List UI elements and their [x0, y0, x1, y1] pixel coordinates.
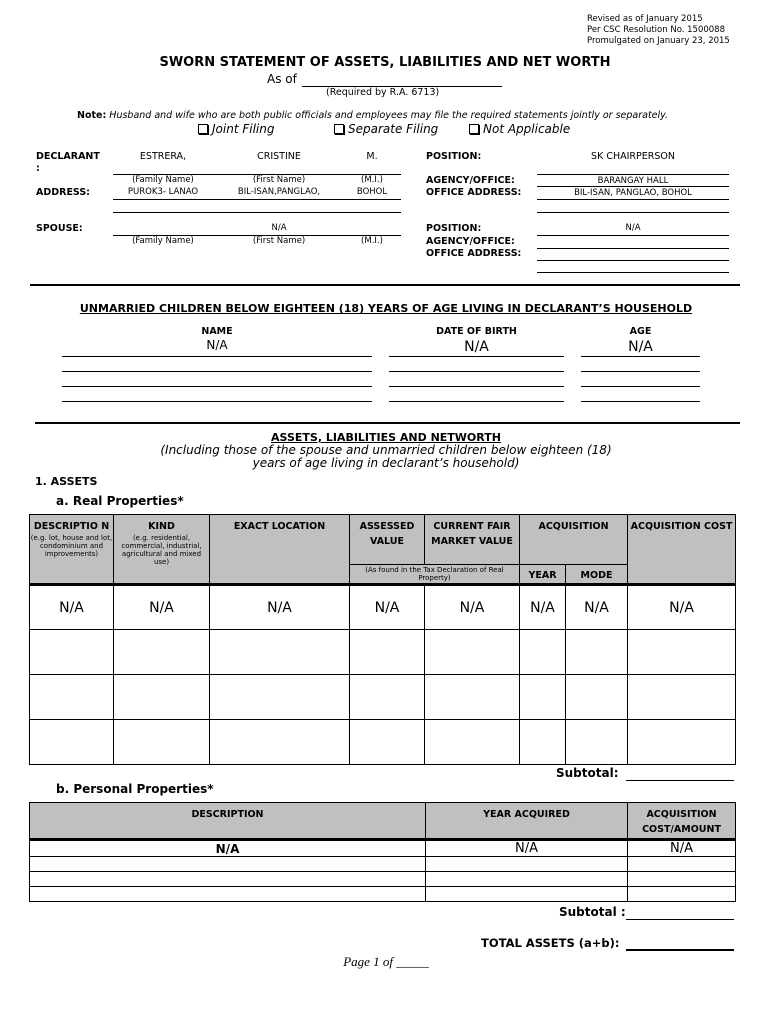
personal-description-cell[interactable]: N/A — [30, 840, 426, 857]
child-row-line — [581, 356, 700, 357]
real-properties-heading: a. Real Properties* — [56, 494, 184, 508]
col-mode: MODE — [566, 565, 628, 585]
table-row — [30, 887, 736, 902]
col-kind: KIND (e.g. residential, commercial, industrial, agricultural and mixed use) — [114, 515, 210, 585]
child-row-line[interactable] — [581, 386, 700, 387]
child-age[interactable]: N/A — [628, 339, 653, 355]
position-line — [537, 174, 729, 175]
child-row-line[interactable] — [581, 401, 700, 402]
spouse-position-line — [537, 235, 729, 236]
real-properties-table — [29, 514, 736, 765]
spouse-position-label: POSITION: — [426, 223, 482, 234]
declarant-label: DECLARANT : — [36, 151, 100, 174]
checkbox-icon — [469, 124, 479, 134]
alnw-subtitle-1: (Including those of the spouse and unmarried children below eighteen (18) — [160, 443, 612, 457]
sub-mi: (M.I.) — [361, 175, 383, 185]
spouse-sub-family: (Family Name) — [132, 236, 194, 246]
spouse-position-value[interactable]: N/A — [625, 223, 641, 233]
sub-family-name: (Family Name) — [132, 175, 194, 185]
spouse-agency-label: AGENCY/OFFICE: — [426, 236, 515, 247]
col-acquisition-cost: ACQUISITION COST — [628, 515, 736, 585]
table-row — [30, 857, 736, 872]
address-line-2 — [113, 212, 401, 213]
tax-declaration-note: (As found in the Tax Declaration of Real Property) — [350, 565, 520, 585]
total-assets-line[interactable] — [626, 949, 734, 951]
real-location-cell[interactable]: N/A — [210, 585, 350, 630]
child-row-line[interactable] — [62, 371, 372, 372]
joint-filing-option[interactable]: Joint Filing — [198, 122, 274, 136]
table-row — [30, 675, 736, 720]
agency-label: AGENCY/OFFICE: — [426, 175, 515, 186]
real-cost-cell[interactable]: N/A — [628, 585, 736, 630]
real-kind-cell[interactable]: N/A — [114, 585, 210, 630]
address-label: ADDRESS: — [36, 187, 90, 198]
sub-first-name: (First Name) — [252, 175, 306, 185]
spouse-sub-first: (First Name) — [252, 236, 306, 246]
spouse-office-address-line-1[interactable] — [537, 260, 729, 261]
separate-filing-option[interactable]: Separate Filing — [334, 122, 438, 136]
checkbox-icon — [198, 124, 208, 134]
alnw-subtitle-2: years of age living in declarant’s household) — [252, 456, 520, 470]
child-row-line[interactable] — [62, 401, 372, 402]
required-note: (Required by R.A. 6713) — [326, 87, 440, 98]
children-col-dob: DATE OF BIRTH — [436, 326, 517, 337]
office-address-value[interactable]: BIL-ISAN, PANGLAO, BOHOL — [574, 188, 692, 198]
personal-properties-heading: b. Personal Properties* — [56, 782, 214, 796]
col-year-acquired: YEAR ACQUIRED — [426, 803, 628, 840]
real-assessed-cell[interactable]: N/A — [350, 585, 425, 630]
declarant-mi[interactable]: M. — [366, 151, 378, 162]
real-year-cell[interactable]: N/A — [520, 585, 566, 630]
personal-cost-cell[interactable]: N/A — [628, 840, 736, 857]
child-row-line — [389, 356, 564, 357]
assets-heading: 1. ASSETS — [35, 475, 98, 488]
table-row — [30, 872, 736, 887]
office-address-label: OFFICE ADDRESS: — [426, 187, 522, 198]
spouse-label: SPOUSE: — [36, 223, 83, 234]
col-cost-amount: ACQUISITION COST/AMOUNT — [628, 803, 736, 840]
real-fmv-cell[interactable]: N/A — [425, 585, 520, 630]
address-part-3[interactable]: BOHOL — [356, 187, 388, 197]
spouse-agency-line[interactable] — [537, 248, 729, 249]
col-personal-description: DESCRIPTION — [30, 803, 426, 840]
office-address-line-2 — [537, 212, 729, 213]
page-title: SWORN STATEMENT OF ASSETS, LIABILITIES AND NET WORTH — [159, 55, 611, 70]
as-of-label: As of — [267, 72, 297, 86]
total-assets-label: TOTAL ASSETS (a+b): — [481, 936, 620, 950]
agency-value[interactable]: BARANGAY HALL — [597, 176, 669, 186]
children-col-age: AGE — [629, 326, 652, 337]
revision-note: Revised as of January 2015 Per CSC Resolution No. 1500088 Promulgated on January 23, 2015 — [587, 14, 730, 46]
table-row — [30, 630, 736, 675]
child-row-line[interactable] — [389, 371, 564, 372]
agency-line — [537, 186, 729, 187]
col-year: YEAR — [520, 565, 566, 585]
col-acquisition: ACQUISITION — [520, 515, 628, 565]
child-row-line[interactable] — [389, 401, 564, 402]
address-part-2[interactable]: BIL-ISAN,PANGLAO, — [237, 187, 321, 197]
child-row-line[interactable] — [581, 371, 700, 372]
children-section-title: UNMARRIED CHILDREN BELOW EIGHTEEN (18) YEARS OF AGE LIVING IN DECLARANT’S HOUSEHOLD — [79, 302, 693, 315]
personal-properties-table — [29, 802, 736, 902]
real-subtotal-line[interactable] — [626, 780, 734, 781]
col-exact-location: EXACT LOCATION — [210, 515, 350, 585]
spouse-office-address-line-2[interactable] — [537, 272, 729, 273]
checkbox-icon — [334, 124, 344, 134]
real-description-cell[interactable]: N/A — [30, 585, 114, 630]
spouse-office-address-label: OFFICE ADDRESS: — [426, 248, 522, 259]
office-address-line-1 — [537, 199, 729, 200]
personal-subtotal-line[interactable] — [626, 919, 734, 920]
child-row-line — [62, 356, 372, 357]
children-col-name: NAME — [201, 326, 233, 337]
col-fair-market-value: CURRENT FAIR MARKET VALUE — [425, 515, 520, 565]
alnw-title: ASSETS, LIABILITIES AND NETWORTH — [271, 431, 501, 444]
personal-subtotal-label: Subtotal : — [559, 905, 626, 919]
address-part-1[interactable]: PUROK3- LANAO — [127, 187, 199, 197]
child-row-line[interactable] — [389, 386, 564, 387]
child-row-line[interactable] — [62, 386, 372, 387]
real-mode-cell[interactable]: N/A — [566, 585, 628, 630]
spouse-name[interactable]: N/A — [271, 223, 287, 233]
personal-year-cell[interactable]: N/A — [426, 840, 628, 857]
filing-note: Note: Husband and wife who are both public officials and employees may file the required statements jointly or separately. — [77, 110, 669, 121]
table-row — [30, 720, 736, 765]
spouse-sub-mi: (M.I.) — [361, 236, 383, 246]
position-value[interactable]: SK CHAIRPERSON — [591, 151, 675, 162]
child-name[interactable]: N/A — [206, 338, 228, 352]
page-number: Page 1 of _____ — [343, 954, 429, 969]
col-assessed-value: ASSESSED VALUE — [350, 515, 425, 565]
child-dob[interactable]: N/A — [464, 339, 489, 355]
section-divider — [35, 422, 740, 424]
not-applicable-option[interactable]: Not Applicable — [469, 122, 570, 136]
real-subtotal-label: Subtotal: — [556, 766, 619, 780]
declarant-family-name[interactable]: ESTRERA, — [139, 151, 187, 162]
col-description: DESCRIPTIO N (e.g. lot, house and lot, condominium and improvements) — [30, 515, 114, 585]
position-label: POSITION: — [426, 151, 482, 162]
address-line-1 — [113, 199, 401, 200]
declarant-first-name[interactable]: CRISTINE — [257, 151, 301, 162]
section-divider — [30, 284, 740, 286]
